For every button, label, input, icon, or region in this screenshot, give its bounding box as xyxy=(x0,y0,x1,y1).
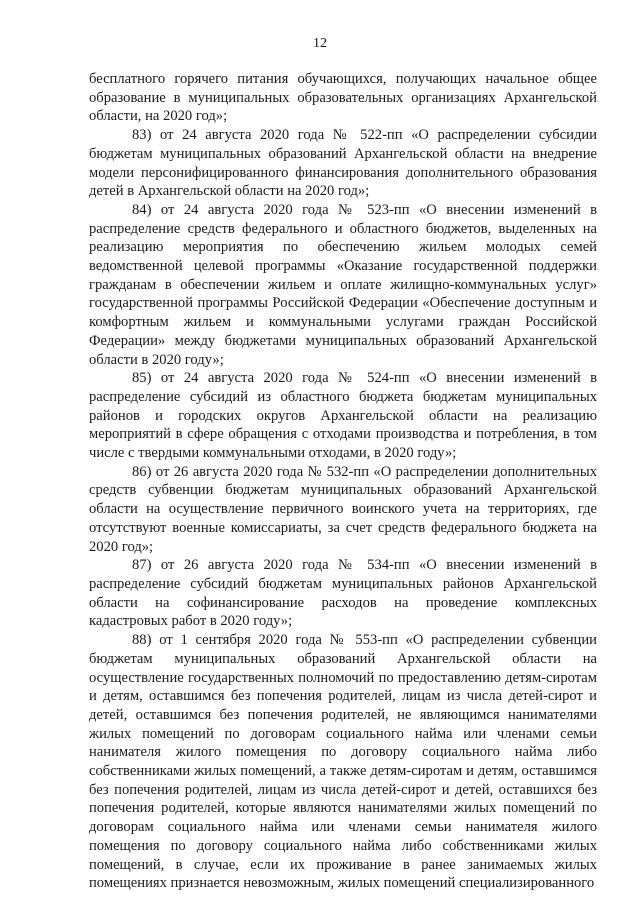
paragraph-continuation: бесплатного горячего питания обучающихся, получающих начальное общее образование в муниципальных образовательных организациях Архангельской области, на 2020 год»; xyxy=(89,71,597,125)
paragraph-item-87: 87) от 26 августа 2020 года № 534-пп «О внесении изменений в распределение субсидий бюджетам муниципальных районов Архангельской области на софинансирование расходов на проведение комплексных кадастровых работ в 2020 году»; xyxy=(89,557,597,630)
paragraph-item-85: 85) от 24 августа 2020 года № 524-пп «О внесении изменений в распределение субсидий из областного бюджета бюджетам муниципальных районов и городских округов Архангельской области на реализацию мероприятий в сфере обращения с отходами производства и потребления, в том числе с твердыми коммунальными отходами, в 2020 году»; xyxy=(89,370,597,462)
paragraph-item-88: 88) от 1 сентября 2020 года № 553-пп «О распределении субвенции бюджетам муниципальных образований Архангельской области на осуществление государственных полномочий по предоставлению детям-сиротам и детям, оставшимся без попечения родителей, лицам из числа детей-сирот и детей, оставшимся без попечения родителей, не являющимся нанимателями жилых помещений по договорам социального найма или членами семьи нанимателя жилого помещения по договору социального найма либо собственниками жилых помещений, а также детям-сиротам и детям, оставшимся без попечения родителей, лицам из числа детей-сирот и детей, оставшихся без попечения родителей, которые являются нанимателями жилых помещений по договорам социального найма или членами семьи нанимателя жилого помещения по договору социального найма либо собственниками жилых помещений, в случае, если их проживание в ранее занимаемых жилых помещениях признается невозможным, жилых помещений специализированного xyxy=(89,632,597,892)
paragraph-item-84: 84) от 24 августа 2020 года № 523-пп «О внесении изменений в распределение средств федерального и областного бюджетов, выделенных на реализацию мероприятия по обеспечению жильем молодых семей ведомственной целевой программы «Оказание государственной поддержки гражданам в обеспечении жильем и оплате жилищно-коммунальных услуг» государственной программы Российской Федерации «Обеспечение доступным и комфортным жильем и коммунальными услугами граждан Российской Федерации» между бюджетами муниципальных образований Архангельской области в 2020 году»; xyxy=(89,201,597,368)
paragraph-item-86: 86) от 26 августа 2020 года № 532-пп «О распределении дополнительных средств субвенции бюджетам муниципальных образований Архангельской области на осуществление первичного воинского учета на территориях, где отсутствуют военные комиссариаты, за счет средств федерального бюджета на 2020 год»; xyxy=(89,463,597,555)
paragraph-item-83: 83) от 24 августа 2020 года № 522-пп «О распределении субсидии бюджетам муниципальных образований Архангельской области на внедрение модели персонифицированного финансирования дополнительного образования детей в Архангельской области на 2020 год»; xyxy=(89,127,597,200)
document-body xyxy=(89,70,597,893)
page-number: 12 xyxy=(313,36,327,51)
